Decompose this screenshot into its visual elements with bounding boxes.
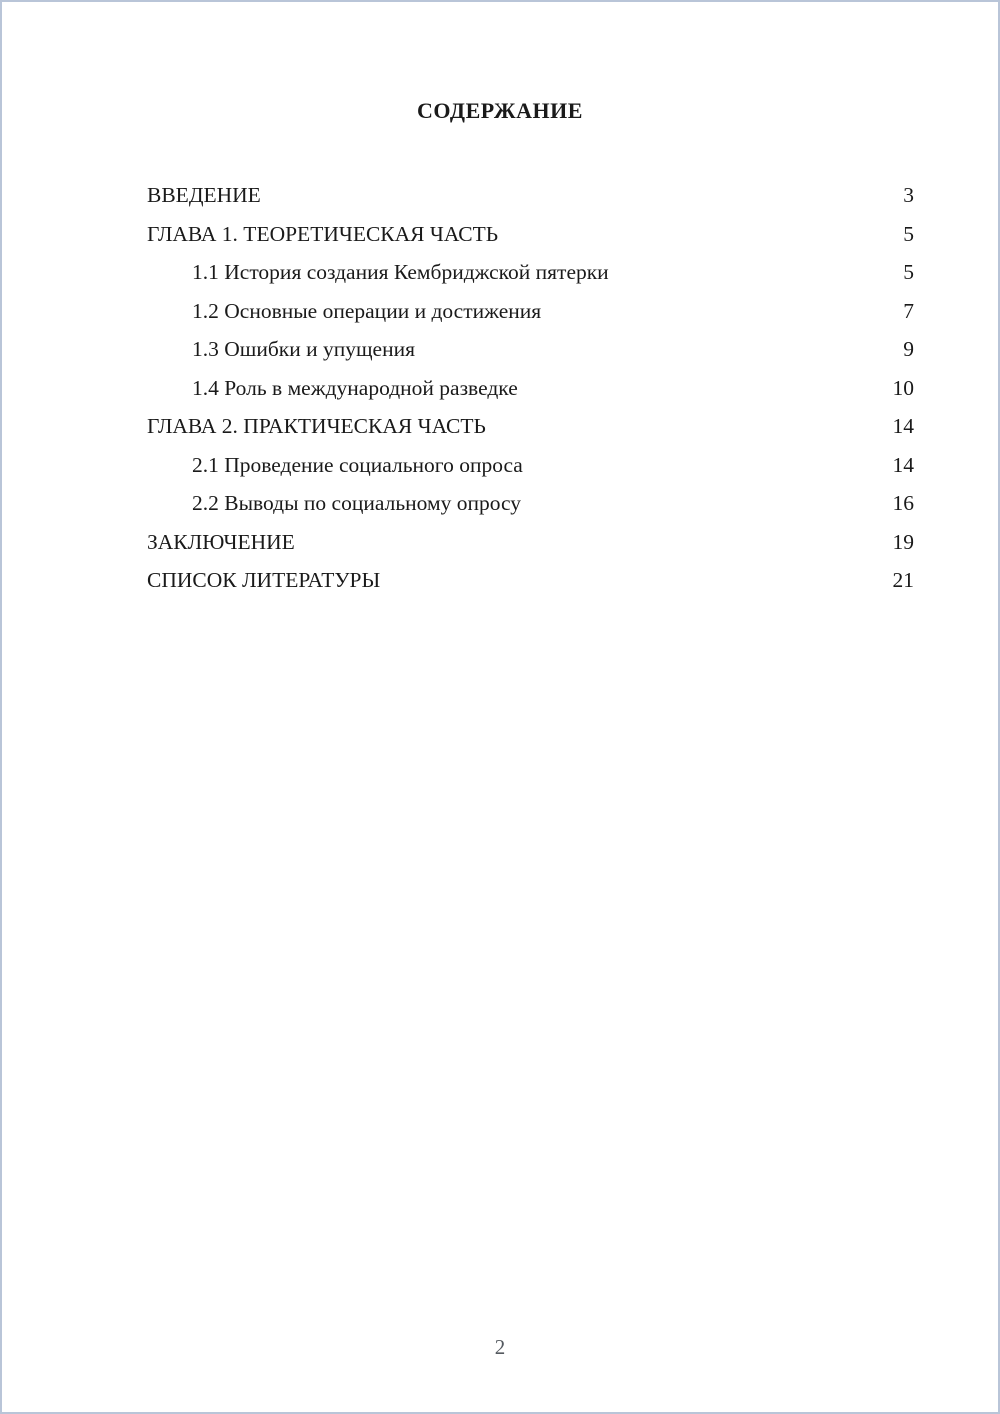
toc-row [147, 330, 914, 369]
toc-entry-page: 3 [903, 183, 914, 207]
toc-entry-label: ВВЕДЕНИЕ [147, 183, 261, 207]
toc-row [147, 523, 914, 562]
toc-entry-page: 16 [892, 491, 914, 515]
toc-row [147, 484, 914, 523]
page-title: СОДЕРЖАНИЕ [417, 98, 583, 123]
toc-entry-page: 5 [903, 221, 914, 246]
toc-row [147, 369, 914, 408]
toc-entry-page: 7 [903, 298, 914, 323]
toc-row [147, 446, 914, 485]
toc-entry-label: 1.4 Роль в международной разведке [192, 375, 518, 400]
toc-entry-label: ГЛАВА 2. ПРАКТИЧЕСКАЯ ЧАСТЬ [147, 414, 486, 438]
toc-row [147, 407, 914, 446]
toc-entry-page: 10 [892, 375, 914, 400]
toc-entry-label: 1.3 Ошибки и упущения [192, 337, 415, 361]
toc-entry-label: ГЛАВА 1. ТЕОРЕТИЧЕСКАЯ ЧАСТЬ [147, 221, 499, 246]
toc-entry-label: ЗАКЛЮЧЕНИЕ [147, 529, 295, 554]
toc-row [147, 215, 914, 254]
toc-row [147, 292, 914, 331]
toc-entry-label: 2.2 Выводы по социальному опросу [192, 491, 522, 515]
toc-entry-label: СПИСОК ЛИТЕРАТУРЫ [147, 568, 381, 592]
toc-entry-page: 14 [892, 414, 914, 438]
footer-page-number: 2 [494, 1335, 506, 1359]
toc-entry-page: 19 [892, 529, 914, 554]
toc-entry-label: 1.1 История создания Кембриджской пятерки [192, 260, 609, 284]
toc-entry-label: 1.2 Основные операции и достижения [192, 298, 542, 323]
toc-entry-page: 9 [903, 337, 914, 361]
table-of-contents [147, 176, 914, 600]
toc-entry-label: 2.1 Проведение социального опроса [192, 452, 523, 477]
toc-entry-page: 21 [892, 568, 914, 592]
toc-row [147, 253, 914, 292]
toc-row [147, 176, 914, 215]
toc-row [147, 561, 914, 600]
toc-entry-page: 5 [903, 260, 914, 284]
toc-entry-page: 14 [892, 452, 914, 477]
